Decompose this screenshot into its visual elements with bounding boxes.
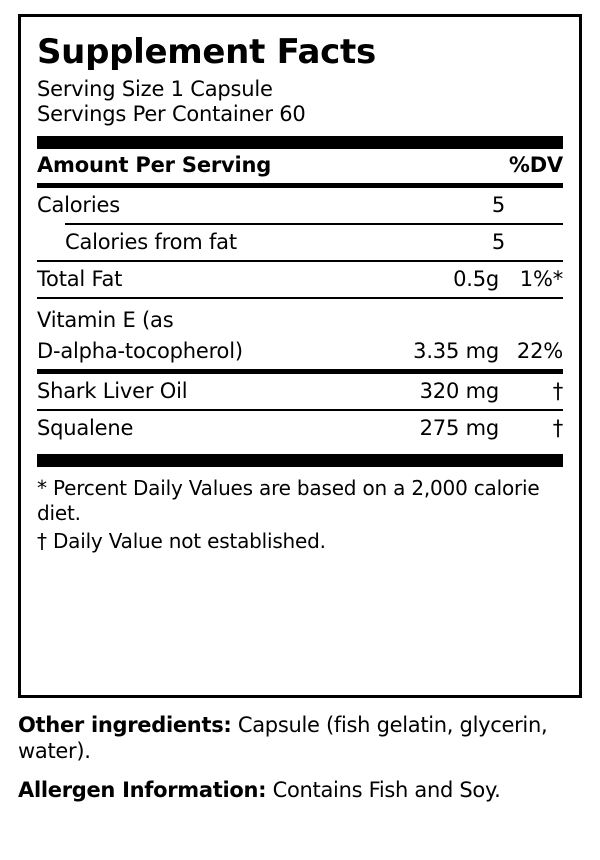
row-label: D-alpha-tocopherol)	[37, 338, 243, 363]
row-dv: †	[552, 378, 563, 403]
row-amount: 5	[491, 192, 505, 217]
panel-title: Supplement Facts	[37, 32, 376, 72]
row-label: Calories from fat	[65, 229, 237, 254]
table-row	[37, 411, 563, 446]
other-ingredients-label: Other ingredients:	[18, 713, 232, 737]
row-amount: 320 mg	[419, 378, 499, 403]
table-row	[37, 334, 563, 369]
row-label: Calories	[37, 192, 120, 217]
row-label: Shark Liver Oil	[37, 378, 188, 403]
other-ingredients-paragraph	[18, 712, 582, 765]
row-dv: 1%*	[519, 266, 563, 291]
row-amount: 0.5g	[453, 266, 499, 291]
servings-per-container-line: Servings Per Container 60	[37, 102, 306, 127]
footnote-daily-value-basis: * Percent Daily Values are based on a 2,000 calorie diet.	[37, 475, 540, 525]
supplement-facts-panel	[18, 14, 582, 698]
table-row	[37, 225, 563, 260]
top-divider-bar	[37, 136, 563, 149]
row-dv: †	[552, 415, 563, 440]
below-panel-text	[18, 712, 582, 809]
row-amount: 3.35 mg	[413, 338, 499, 363]
other-ingredients-text: Capsule (fish gelatin, glycerin, water).	[18, 713, 548, 764]
table-row	[37, 374, 563, 409]
row-dv: 22%	[516, 338, 563, 363]
vitamin-e-label-line1: Vitamin E (as	[37, 307, 174, 332]
footnotes	[37, 467, 563, 554]
row-label: Squalene	[37, 415, 134, 440]
allergen-text: Contains Fish and Soy.	[266, 777, 501, 802]
row-amount: 275 mg	[419, 415, 499, 440]
allergen-label: Allergen Information:	[18, 777, 267, 802]
footnote-dv-not-established: † Daily Value not established.	[37, 528, 326, 553]
table-row	[37, 188, 563, 223]
row-label: Total Fat	[37, 266, 123, 291]
percent-dv-label: %DV	[508, 152, 563, 177]
bottom-divider-bar	[37, 454, 563, 467]
allergen-paragraph	[18, 777, 582, 803]
row-amount: 5	[491, 229, 505, 254]
table-header-row	[37, 149, 563, 183]
table-row	[37, 262, 563, 297]
amount-per-serving-label: Amount Per Serving	[37, 152, 272, 177]
serving-size-line: Serving Size 1 Capsule	[37, 76, 273, 101]
